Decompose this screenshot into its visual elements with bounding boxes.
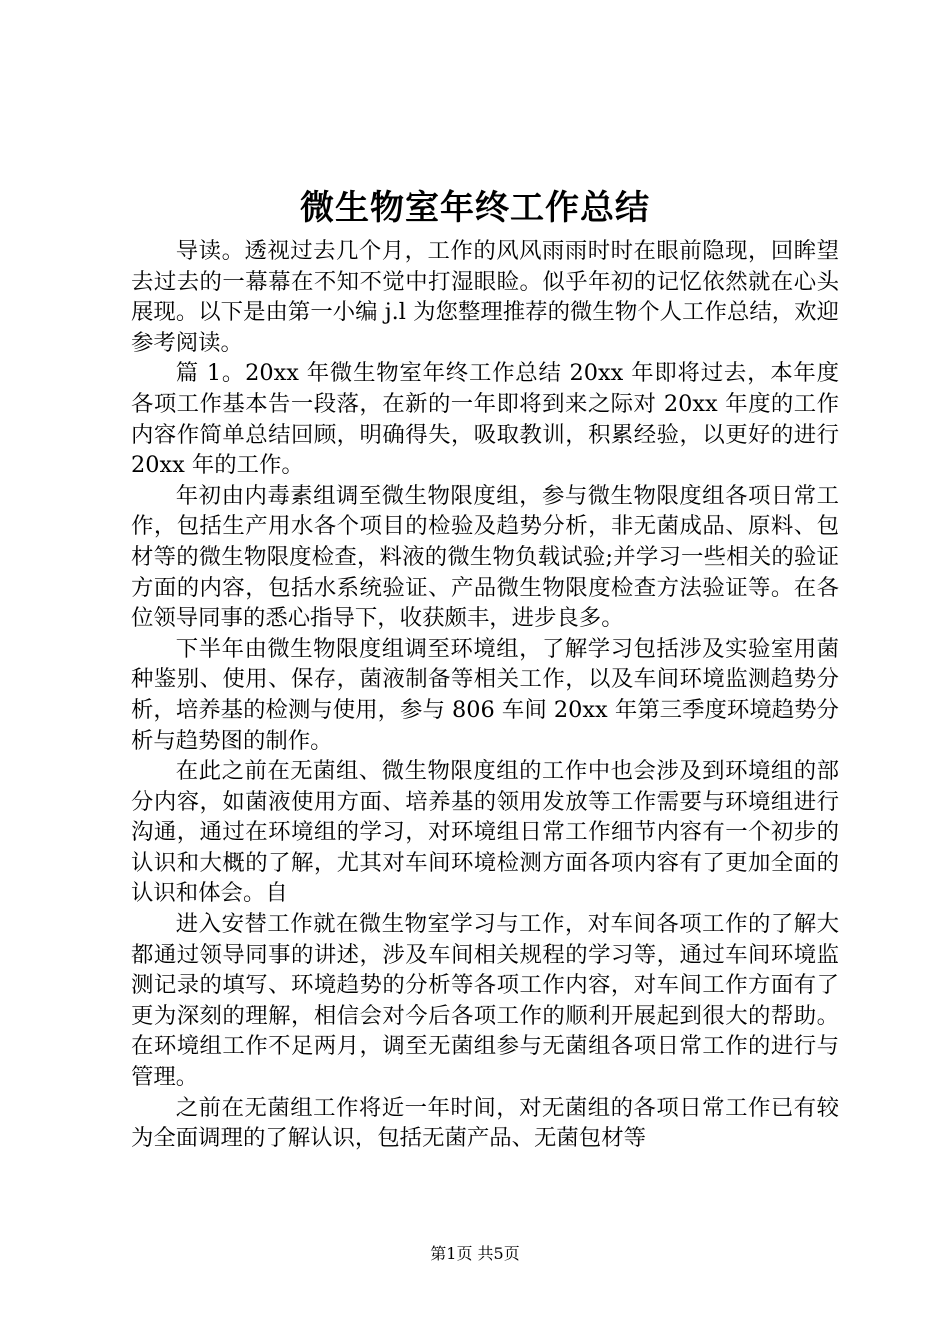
- paragraph-previously: 之前在无菌组工作将近一年时间，对无菌组的各项日常工作已有较为全面调理的了解认识，包括无菌产品、无菌包材等: [131, 1094, 839, 1152]
- paragraph-entering: 进入安替工作就在微生物室学习与工作，对车间各项工作的了解大都通过领导同事的讲述，涉及车间相关规程的学习等，通过车间环境监测记录的填写、环境趋势的分析等各项工作内容，对车间工作方面有了更为深刻的理解，相信会对今后各项工作的顺利开展起到很大的帮助。在环境组工作不足两月，调至无菌组参与无菌组各项日常工作的进行与管理。: [131, 911, 839, 1091]
- paragraph-chapter-1: 篇 1。20xx 年微生物室年终工作总结 20xx 年即将过去，本年度各项工作基本告一段落，在新的一年即将到来之际对 20xx 年度的工作内容作简单总结回顾，明确得失，吸取教训，积累经验，以更好的进行 20xx 年的工作。: [131, 360, 839, 479]
- paragraph-intro: 导读。透视过去几个月，工作的风风雨雨时时在眼前隐现，回眸望去过去的一幕幕在不知不觉中打湿眼睑。似乎年初的记忆依然就在心头展现。以下是由第一小编 j.l 为您整理推荐的微生物个人工作总结，欢迎参考阅读。: [131, 238, 839, 356]
- document-title: 微生物室年终工作总结: [300, 188, 650, 228]
- page-number-footer: 第1页 共5页: [430, 1244, 520, 1263]
- paragraph-before-this: 在此之前在无菌组、微生物限度组的工作中也会涉及到环境组的部分内容，如菌液使用方面、培养基的领用发放等工作需要与环境组进行沟通，通过在环境组的学习，对环境组日常工作细节内容有一个初步的认识和大概的了解，尤其对车间环境检测方面各项内容有了更加全面的认识和体会。自: [131, 758, 839, 907]
- paragraph-second-half: 下半年由微生物限度组调至环境组，了解学习包括涉及实验室用菌种鉴别、使用、保存，菌液制备等相关工作，以及车间环境监测趋势分析，培养基的检测与使用，参与 806 车间 20xx 年第三季度环境趋势分析与趋势图的制作。: [131, 635, 839, 754]
- document-body: [131, 236, 839, 1154]
- paragraph-early-year: 年初由内毒素组调至微生物限度组，参与微生物限度组各项日常工作，包括生产用水各个项目的检验及趋势分析，非无菌成品、原料、包材等的微生物限度检查，料液的微生物负载试验;并学习一些相关的验证方面的内容，包括水系统验证、产品微生物限度检查方法验证等。在各位领导同事的悉心指导下，收获颇丰，进步良多。: [131, 482, 839, 632]
